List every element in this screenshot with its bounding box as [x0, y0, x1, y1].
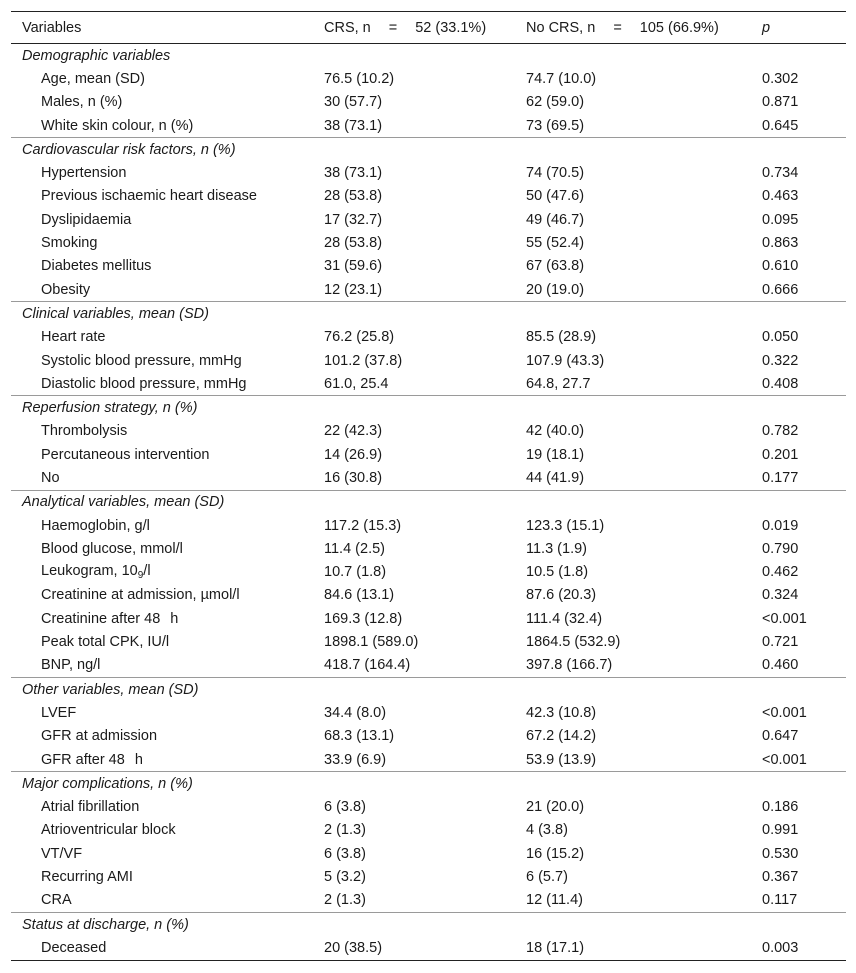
p-value-cell: 0.367 — [762, 869, 799, 886]
table-row — [11, 842, 846, 865]
p-value-cell: 0.721 — [762, 634, 799, 651]
crs-value-cell: 38 (73.1) — [324, 165, 383, 182]
variable-cell — [11, 372, 313, 396]
nocrs-value-cell: 74.7 (10.0) — [526, 70, 597, 87]
section-title: Reperfusion strategy, n (%) — [11, 396, 846, 420]
variable-label: Blood glucose, mmol/l — [41, 540, 183, 557]
variable-cell — [11, 326, 313, 349]
variable-label: Percutaneous intervention — [41, 446, 210, 463]
nocrs-value-cell: 85.5 (28.9) — [526, 329, 597, 346]
crs-value-cell: 33.9 (6.9) — [324, 751, 387, 768]
crs-value-cell: 20 (38.5) — [313, 936, 515, 960]
table-row — [11, 584, 846, 607]
table-row — [11, 701, 846, 724]
nocrs-value-cell: 20 (19.0) — [526, 281, 585, 298]
crs-value-cell: 28 (53.8) — [324, 188, 383, 205]
table-row — [11, 208, 846, 231]
variable-label: CRA — [41, 892, 72, 909]
p-value-cell: 0.019 — [762, 517, 799, 534]
p-value-cell: 0.408 — [762, 375, 799, 392]
variable-cell — [11, 842, 313, 865]
crs-value-cell: 418.7 (164.4) — [324, 657, 411, 674]
variable-cell — [11, 443, 313, 466]
variable-label: Age, mean (SD) — [41, 70, 145, 87]
table-row — [11, 607, 846, 630]
nocrs-value-cell: 74 (70.5) — [526, 165, 585, 182]
table-row — [11, 889, 846, 913]
nocrs-value-cell: 123.3 (15.1) — [526, 517, 605, 534]
crs-value-cell: 30 (57.7) — [324, 94, 383, 111]
variable-label: Diabetes mellitus — [41, 258, 152, 275]
p-value-cell: 0.645 — [762, 117, 799, 134]
crs-value-cell: 10.7 (1.8) — [324, 564, 387, 581]
crs-value-cell: 169.3 (12.8) — [324, 610, 403, 627]
crs-value-cell: 101.2 (37.8) — [324, 352, 403, 369]
p-value-cell: 0.462 — [762, 564, 799, 581]
p-value-cell: 0.734 — [762, 165, 799, 182]
variable-label-unit: h — [170, 610, 179, 627]
crs-value-cell: 5 (3.2) — [324, 869, 366, 886]
nocrs-value-cell: 42 (40.0) — [526, 423, 585, 440]
variable-cell — [11, 67, 313, 90]
variable-label: Males, n (%) — [41, 94, 123, 111]
section-title: Cardiovascular risk factors, n (%) — [11, 138, 846, 162]
variable-label-tail: /l — [143, 563, 151, 580]
table-row — [11, 161, 846, 184]
table-row — [11, 725, 846, 748]
crs-value-cell: 31 (59.6) — [324, 258, 383, 275]
section-header-row — [11, 490, 846, 514]
crs-value-cell: 22 (42.3) — [324, 423, 383, 440]
variable-cell — [11, 654, 313, 678]
section-header-row — [11, 44, 846, 68]
nocrs-value-cell: 73 (69.5) — [526, 117, 585, 134]
variable-label: VT/VF — [41, 845, 83, 862]
variable-label: Previous ischaemic heart disease — [41, 188, 257, 205]
crs-value-cell: 16 (30.8) — [324, 469, 383, 486]
variable-label: Diastolic blood pressure, mmHg — [41, 375, 247, 392]
table-row — [11, 796, 846, 819]
variable-label: Atrial fibrillation — [41, 799, 140, 816]
header-nocrs-value: 105 (66.9%) — [639, 19, 719, 36]
variable-label-subscript: 9 — [137, 570, 144, 582]
section-title: Demographic variables — [22, 47, 171, 64]
variable-cell — [11, 231, 313, 254]
p-value-cell: 0.117 — [762, 892, 798, 909]
nocrs-value-cell: 11.3 (1.9) — [526, 540, 587, 557]
table-row — [11, 91, 846, 114]
crs-value-cell: 84.6 (13.1) — [324, 587, 395, 604]
variable-cell — [11, 514, 313, 537]
p-value-cell: 0.991 — [762, 822, 799, 839]
crs-value-cell: 68.3 (13.1) — [324, 728, 395, 745]
variable-label: Thrombolysis — [41, 423, 128, 440]
table-row — [11, 630, 846, 653]
header-crs-eq: = — [388, 19, 398, 36]
p-value-cell: 0.610 — [762, 258, 799, 275]
p-value-cell: 0.530 — [762, 845, 799, 862]
table-header — [11, 12, 846, 44]
variable-label: Atrioventricular block — [41, 822, 176, 839]
nocrs-value-cell: 16 (15.2) — [526, 845, 585, 862]
crs-value-cell: 2 (1.3) — [324, 892, 366, 909]
header-crs — [313, 12, 515, 44]
variable-cell — [11, 748, 313, 772]
comparison-table — [11, 11, 846, 961]
table-row — [11, 514, 846, 537]
variable-cell — [11, 349, 313, 372]
p-value-cell: <0.001 — [762, 751, 807, 768]
nocrs-value-cell: 49 (46.7) — [526, 211, 585, 228]
table-row — [11, 443, 846, 466]
section-header-row — [11, 678, 846, 702]
p-value-cell: 0.324 — [762, 587, 799, 604]
crs-value-cell: 76.5 (10.2) — [324, 70, 395, 87]
variable-label: GFR at admission — [41, 728, 158, 745]
header-crs-value: 52 (33.1%) — [415, 19, 487, 36]
variable-cell — [11, 796, 313, 819]
crs-value-cell: 17 (32.7) — [324, 211, 383, 228]
nocrs-value-cell: 397.8 (166.7) — [526, 657, 613, 674]
table-row — [11, 185, 846, 208]
variable-cell — [11, 278, 313, 302]
table-row — [11, 67, 846, 90]
table-row — [11, 537, 846, 560]
section-title: Analytical variables, mean (SD) — [11, 490, 846, 514]
nocrs-value-cell: 107.9 (43.3) — [526, 352, 605, 369]
crs-value-cell: 28 (53.8) — [324, 235, 383, 252]
nocrs-value-cell: 21 (20.0) — [526, 799, 585, 816]
p-value-cell: 0.050 — [762, 329, 799, 346]
p-value-cell: 0.186 — [762, 799, 799, 816]
variable-label: Leukogram, 10 — [41, 563, 138, 580]
variable-cell — [11, 208, 313, 231]
section-title: Major complications, n (%) — [11, 772, 846, 796]
variable-label: White skin colour, n (%) — [41, 117, 194, 134]
nocrs-value-cell: 10.5 (1.8) — [526, 564, 589, 581]
variable-label: No — [41, 469, 60, 486]
variable-label: Obesity — [41, 281, 91, 298]
variable-label: Dyslipidaemia — [41, 211, 132, 228]
header-variables: Variables — [11, 12, 313, 44]
nocrs-value-cell: 50 (47.6) — [526, 188, 585, 205]
p-value-cell: <0.001 — [762, 704, 807, 721]
variable-label: Recurring AMI — [41, 869, 133, 886]
nocrs-value-cell: 42.3 (10.8) — [526, 704, 597, 721]
section-header-row — [11, 396, 846, 420]
variable-cell — [11, 114, 313, 138]
section-header-row — [11, 912, 846, 936]
crs-value-cell: 1898.1 (589.0) — [324, 634, 419, 651]
nocrs-value-cell: 44 (41.9) — [526, 469, 585, 486]
nocrs-value-cell: 19 (18.1) — [526, 446, 585, 463]
p-value-cell: 0.201 — [762, 446, 799, 463]
variable-cell — [11, 607, 313, 630]
nocrs-value-cell: 67.2 (14.2) — [526, 728, 597, 745]
variable-label: BNP, ng/l — [41, 657, 101, 674]
variable-cell — [11, 936, 313, 960]
variable-cell — [11, 91, 313, 114]
p-value-cell: 0.322 — [762, 352, 799, 369]
table-row — [11, 561, 846, 584]
header-nocrs-label: No CRS, n — [526, 19, 596, 36]
table-row — [11, 278, 846, 302]
variable-cell — [11, 420, 313, 443]
p-value-cell: 0.782 — [762, 423, 799, 440]
nocrs-value-cell: 1864.5 (532.9) — [526, 634, 621, 651]
variable-label: Haemoglobin, g/l — [41, 517, 150, 534]
crs-value-cell: 38 (73.1) — [324, 117, 383, 134]
variable-cell — [11, 725, 313, 748]
crs-value-cell: 117.2 (15.3) — [324, 517, 402, 534]
p-value-cell: 0.863 — [762, 235, 799, 252]
table-row — [11, 231, 846, 254]
table-row — [11, 748, 846, 772]
p-value-cell: 0.647 — [762, 728, 799, 745]
table-row — [11, 936, 846, 960]
table-row — [11, 255, 846, 278]
header-nocrs-eq: = — [613, 19, 622, 36]
variable-cell — [11, 630, 313, 653]
table-row — [11, 819, 846, 842]
p-value-cell: 0.871 — [762, 94, 799, 111]
variable-label: GFR after 48 — [41, 751, 125, 768]
variable-label: Creatinine after 48 — [41, 610, 161, 627]
variable-cell — [11, 537, 313, 560]
variable-cell — [11, 865, 313, 888]
table-row — [11, 349, 846, 372]
crs-value-cell: 12 (23.1) — [324, 281, 383, 298]
p-value-cell: 0.460 — [762, 657, 799, 674]
nocrs-value-cell: 67 (63.8) — [526, 258, 585, 275]
table-row — [11, 372, 846, 396]
variable-label: Peak total CPK, IU/l — [41, 634, 170, 651]
crs-value-cell: 76.2 (25.8) — [324, 329, 395, 346]
variable-label: Deceased — [41, 939, 107, 956]
variable-cell — [11, 819, 313, 842]
variable-label: Heart rate — [41, 329, 106, 346]
variable-label: Hypertension — [41, 165, 127, 182]
variable-cell — [11, 161, 313, 184]
table-container — [11, 11, 846, 961]
variable-label: Smoking — [41, 235, 98, 252]
variable-cell — [11, 255, 313, 278]
variable-label: Creatinine at admission, µmol/l — [41, 587, 240, 604]
variable-cell — [11, 466, 313, 490]
p-value-cell: 0.003 — [751, 936, 846, 960]
p-value-cell: 0.463 — [762, 188, 799, 205]
variable-cell — [11, 584, 313, 607]
header-p: p — [751, 12, 846, 44]
crs-value-cell: 11.4 (2.5) — [324, 540, 385, 557]
variable-cell — [11, 185, 313, 208]
crs-value-cell: 14 (26.9) — [324, 446, 383, 463]
crs-value-cell: 34.4 (8.0) — [324, 704, 387, 721]
p-value-cell: 0.177 — [762, 469, 799, 486]
header-nocrs — [515, 12, 751, 44]
crs-value-cell: 61.0, 25.4 — [324, 375, 389, 392]
variable-cell — [11, 889, 313, 913]
section-header-row — [11, 772, 846, 796]
variable-label-unit: h — [134, 751, 143, 768]
table-row — [11, 326, 846, 349]
section-title: Other variables, mean (SD) — [11, 678, 846, 702]
p-value-cell: 0.095 — [762, 211, 799, 228]
header-row — [11, 12, 846, 44]
variable-cell — [11, 561, 313, 584]
nocrs-value-cell: 64.8, 27.7 — [526, 375, 591, 392]
nocrs-value-cell: 4 (3.8) — [526, 822, 568, 839]
variable-label: Systolic blood pressure, mmHg — [41, 352, 242, 369]
table-row — [11, 420, 846, 443]
nocrs-value-cell: 111.4 (32.4) — [526, 610, 603, 627]
p-value-cell: 0.790 — [762, 540, 799, 557]
variable-label: LVEF — [41, 704, 77, 721]
p-value-cell: 0.666 — [762, 281, 799, 298]
crs-value-cell: 2 (1.3) — [324, 822, 366, 839]
variable-cell — [11, 701, 313, 724]
section-header-row — [11, 138, 846, 162]
p-value-cell: 0.302 — [762, 70, 799, 87]
section-title: Status at discharge, n (%) — [11, 912, 846, 936]
nocrs-value-cell: 87.6 (20.3) — [526, 587, 597, 604]
section-header-row — [11, 302, 846, 326]
header-crs-label: CRS, n — [324, 19, 371, 36]
nocrs-value-cell: 62 (59.0) — [526, 94, 585, 111]
table-body — [11, 44, 846, 961]
nocrs-value-cell: 55 (52.4) — [526, 235, 585, 252]
table-row — [11, 466, 846, 490]
table-row — [11, 654, 846, 678]
table-row — [11, 114, 846, 138]
nocrs-value-cell: 18 (17.1) — [515, 936, 751, 960]
nocrs-value-cell: 12 (11.4) — [526, 892, 583, 909]
section-title: Clinical variables, mean (SD) — [11, 302, 846, 326]
crs-value-cell: 6 (3.8) — [324, 799, 366, 816]
nocrs-value-cell: 6 (5.7) — [526, 869, 568, 886]
nocrs-value-cell: 53.9 (13.9) — [526, 751, 597, 768]
table-row — [11, 865, 846, 888]
crs-value-cell: 6 (3.8) — [324, 845, 366, 862]
p-value-cell: <0.001 — [762, 610, 807, 627]
